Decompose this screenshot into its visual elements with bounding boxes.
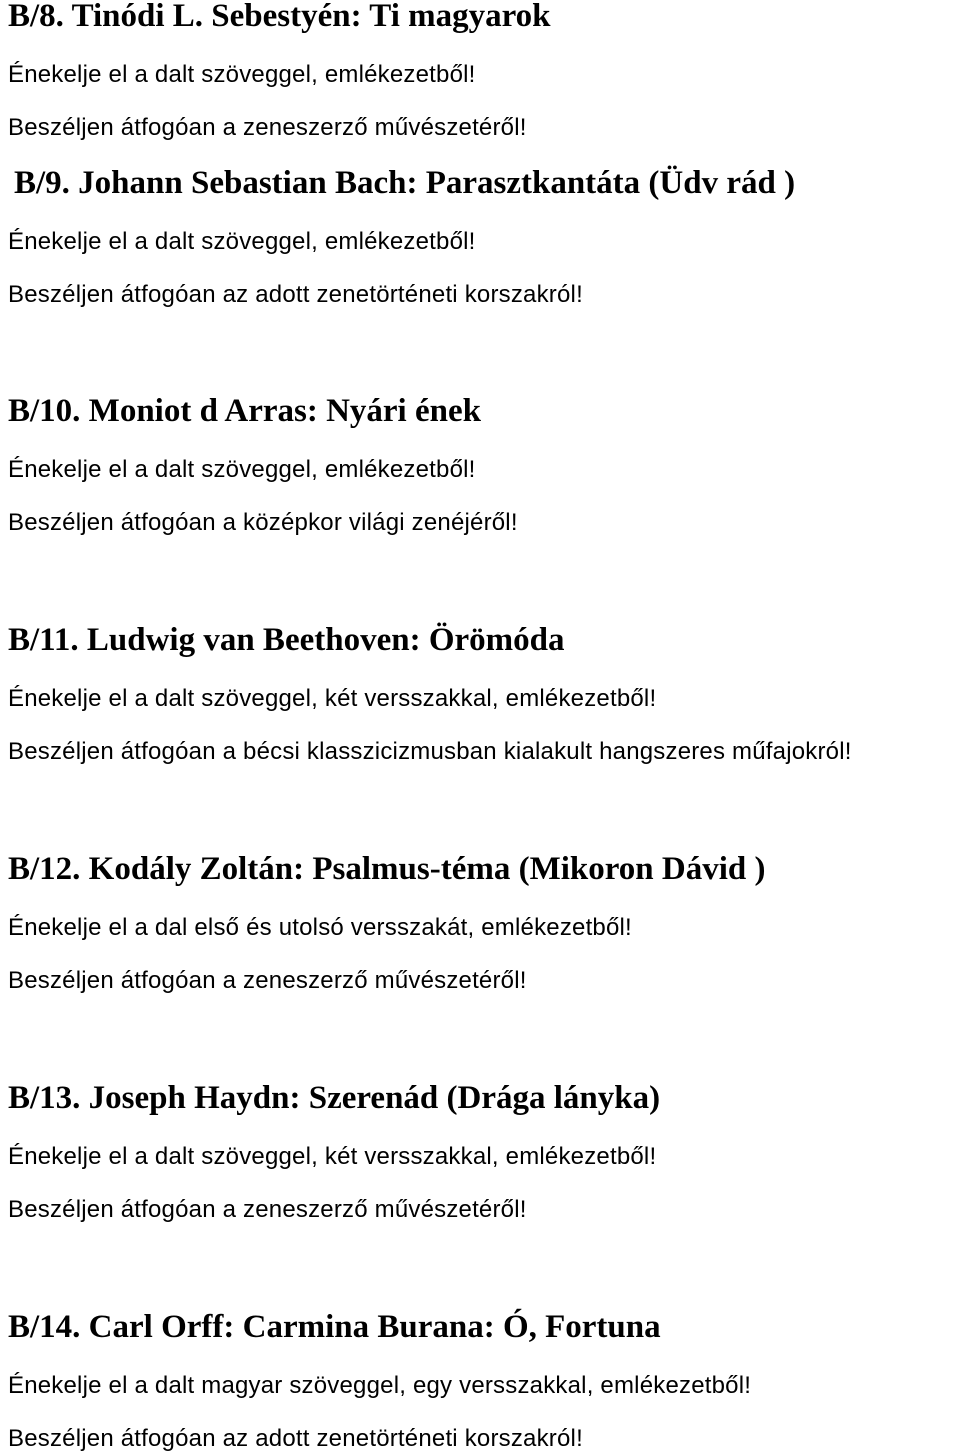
section-task: Énekelje el a dalt magyar szöveggel, egy versszakkal, emlékezetből! [8, 1372, 752, 1399]
section-task: Énekelje el a dal első és utolsó versszakát, emlékezetből! [8, 914, 632, 941]
section-talk: Beszéljen átfogóan a középkor világi zenéjéről! [8, 509, 518, 536]
section-heading: B/9. Johann Sebastian Bach: Parasztkantáta (Üdv rád ) [14, 165, 796, 201]
section-talk: Beszéljen átfogóan a zeneszerző művészetéről! [8, 1196, 527, 1223]
section-heading: B/8. Tinódi L. Sebestyén: Ti magyarok [8, 0, 551, 34]
section-task: Énekelje el a dalt szöveggel, két versszakkal, emlékezetből! [8, 685, 657, 712]
section-task: Énekelje el a dalt szöveggel, emlékezetből! [8, 456, 476, 483]
section-heading: B/11. Ludwig van Beethoven: Örömóda [8, 622, 565, 658]
section-talk: Beszéljen átfogóan a zeneszerző művészetéről! [8, 114, 527, 141]
section-talk: Beszéljen átfogóan a bécsi klasszicizmusban kialakult hangszeres műfajokról! [8, 738, 852, 765]
section-talk: Beszéljen átfogóan a zeneszerző művészetéről! [8, 967, 527, 994]
section-task: Énekelje el a dalt szöveggel, két versszakkal, emlékezetből! [8, 1143, 657, 1170]
section-heading: B/12. Kodály Zoltán: Psalmus-téma (Mikoron Dávid ) [8, 851, 766, 887]
section-heading: B/13. Joseph Haydn: Szerenád (Drága lányka) [8, 1080, 661, 1116]
section-heading: B/10. Moniot d Arras: Nyári ének [8, 393, 481, 429]
section-task: Énekelje el a dalt szöveggel, emlékezetből! [8, 228, 476, 255]
section-task: Énekelje el a dalt szöveggel, emlékezetből! [8, 61, 476, 88]
section-heading: B/14. Carl Orff: Carmina Burana: Ó, Fortuna [8, 1309, 661, 1345]
section-talk: Beszéljen átfogóan az adott zenetörténeti korszakról! [8, 1425, 583, 1452]
section-talk: Beszéljen átfogóan az adott zenetörténeti korszakról! [8, 281, 583, 308]
